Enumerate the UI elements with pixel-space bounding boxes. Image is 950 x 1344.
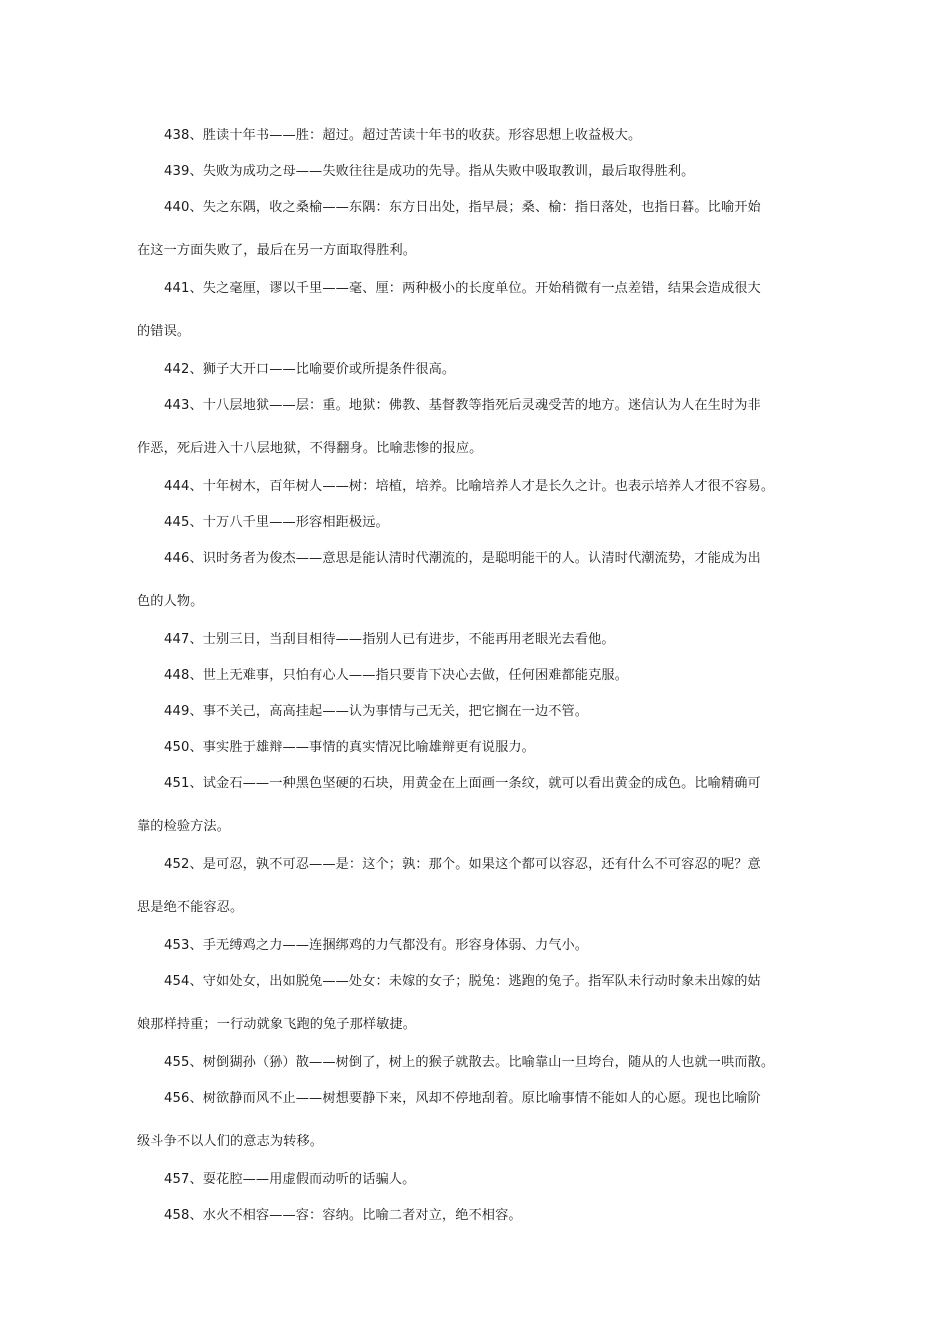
idiom-entry [137,967,820,1048]
idiom-entry-continuation: 的错误。 [137,324,191,339]
idiom-entry [137,508,820,544]
idiom-entry-continuation: 色的人物。 [137,594,204,609]
idiom-entry-text: 449、事不关己，高高挂起——认为事情与己无关，把它搁在一边不管。 [164,704,589,719]
idiom-entry-continuation: 在这一方面失败了，最后在另一方面取得胜利。 [137,243,417,258]
idiom-entry-continuation: 级斗争不以人们的意志为转移。 [137,1134,324,1149]
idiom-entry [137,697,820,733]
idiom-entry-text: 451、试金石——一种黑色坚硬的石块，用黄金在上面画一条纹，就可以看出黄金的成色。比喻精确可 [164,776,761,791]
idiom-entry-text: 440、失之东隅，收之桑榆——东隅：东方日出处，指早晨；桑、榆：指日落处，也指日暮。比喻开始 [164,200,761,215]
idiom-entry-continuation: 思是绝不能容忍。 [137,900,244,915]
idiom-entry [137,850,820,931]
idiom-entry-text: 450、事实胜于雄辩——事情的真实情况比喻雄辩更有说服力。 [164,740,535,755]
idiom-entry-text: 453、手无缚鸡之力——连捆绑鸡的力气都没有。形容身体弱、力气小。 [164,938,589,953]
idiom-entry [137,274,820,355]
idiom-entry [137,355,820,391]
idiom-entry-text: 442、狮子大开口——比喻要价或所提条件很高。 [164,362,456,377]
idiom-entry [137,472,820,508]
idiom-entry-text: 456、树欲静而风不止——树想要静下来，风却不停地刮着。原比喻事情不能如人的心愿。现也比喻阶 [164,1091,761,1106]
idiom-entry-text: 448、世上无难事，只怕有心人——指只要肯下决心去做，任何困难都能克服。 [164,668,628,683]
idiom-entry-text: 443、十八层地狱——层：重。地狱：佛教、基督教等指死后灵魂受苦的地方。迷信认为人在生时为非 [164,398,761,413]
idiom-entry [137,625,820,661]
idiom-entry-continuation: 娘那样持重；一行动就象飞跑的兔子那样敏捷。 [137,1017,417,1032]
idiom-entry [137,391,820,472]
idiom-entry-text: 446、识时务者为俊杰——意思是能认清时代潮流的，是聪明能干的人。认清时代潮流势，才能成为出 [164,551,761,566]
idiom-entry [137,1084,820,1165]
idiom-list [137,121,820,1237]
idiom-entry-continuation: 靠的检验方法。 [137,819,231,834]
idiom-entry [137,931,820,967]
idiom-entry [137,733,820,769]
idiom-entry-text: 455、树倒猢孙（狲）散——树倒了，树上的猴子就散去。比喻靠山一旦垮台，随从的人也就一哄而散。 [164,1055,775,1070]
idiom-entry-text: 438、胜读十年书——胜：超过。超过苦读十年书的收获。形容思想上收益极大。 [164,128,642,143]
idiom-entry-text: 439、失败为成功之母——失败往往是成功的先导。指从失败中吸取教训，最后取得胜利。 [164,164,695,179]
idiom-entry-text: 457、耍花腔——用虚假而动听的话骗人。 [164,1172,416,1187]
idiom-entry-text: 441、失之毫厘，谬以千里——毫、厘：两种极小的长度单位。开始稍微有一点差错，结果会造成很大 [164,281,761,296]
idiom-entry-text: 444、十年树木，百年树人——树：培植，培养。比喻培养人才是长久之计。也表示培养人才很不容易。 [164,479,775,494]
idiom-entry-text: 445、十万八千里——形容相距极远。 [164,515,389,530]
idiom-entry [137,661,820,697]
idiom-entry [137,121,820,157]
idiom-entry [137,157,820,193]
idiom-entry-text: 447、士别三日，当刮目相待——指别人已有进步，不能再用老眼光去看他。 [164,632,615,647]
idiom-entry [137,769,820,850]
idiom-entry [137,1165,820,1201]
idiom-entry-text: 458、水火不相容——容：容纳。比喻二者对立，绝不相容。 [164,1208,522,1223]
idiom-entry [137,193,820,274]
idiom-entry [137,1048,820,1084]
idiom-entry-text: 452、是可忍，孰不可忍——是：这个；孰：那个。如果这个都可以容忍，还有什么不可容忍的呢？意 [164,857,761,872]
idiom-entry [137,544,820,625]
idiom-entry-text: 454、守如处女，出如脱兔——处女：未嫁的女子；脱兔：逃跑的兔子。指军队未行动时象未出嫁的姑 [164,974,761,989]
idiom-entry [137,1201,820,1237]
idiom-entry-continuation: 作恶，死后进入十八层地狱，不得翻身。比喻悲惨的报应。 [137,441,483,456]
